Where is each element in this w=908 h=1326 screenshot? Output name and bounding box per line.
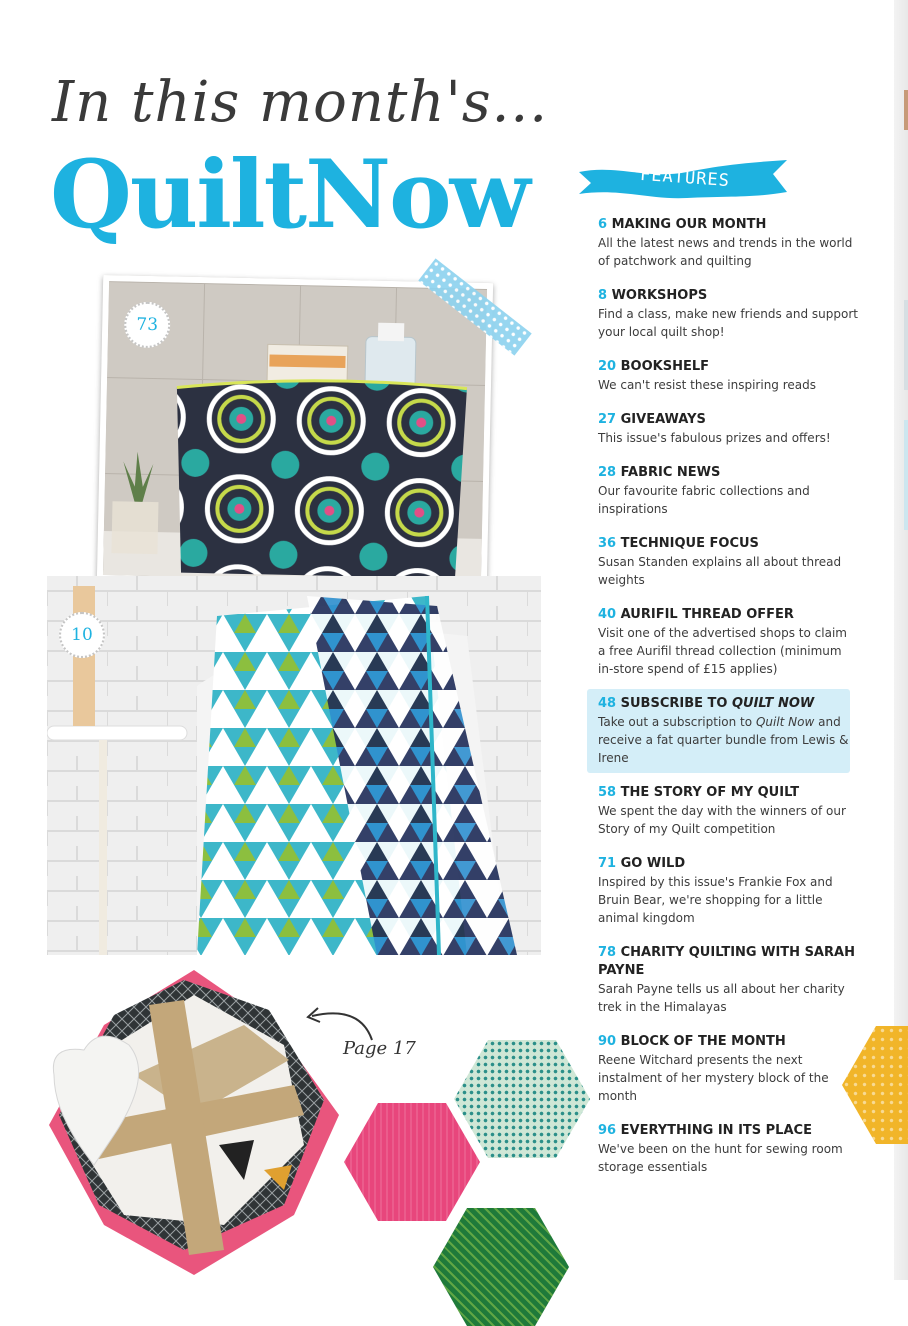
feature-description: Reene Witchard presents the next instalment of her mystery block of the month (598, 1053, 829, 1103)
feature-page-number: 20 (598, 359, 617, 374)
hexagon-swatch-green (433, 1208, 569, 1326)
feature-title: MAKING OUR MONTH (611, 217, 767, 232)
feature-description-emphasis: Quilt Now (755, 715, 815, 729)
feature-description: This issue's fabulous prizes and offers! (598, 431, 831, 445)
page-17-reference: Page 17 (343, 1038, 416, 1059)
feature-title: BLOCK OF THE MONTH (620, 1034, 786, 1049)
feature-title: FABRIC NEWS (620, 465, 721, 480)
feature-page-number: 36 (598, 536, 617, 551)
brand-logo: QuiltNow (50, 140, 529, 250)
features-list (598, 216, 858, 1193)
feature-heading (598, 1122, 858, 1140)
feature-page-number: 90 (598, 1034, 617, 1049)
feature-page-number: 78 (598, 945, 617, 960)
feature-description: All the latest news and trends in the world of patchwork and quilting (598, 236, 853, 268)
page-badge-10: 10 (59, 612, 105, 658)
features-ribbon-label: FEATURES (639, 164, 731, 192)
feature-title: WORKSHOPS (611, 288, 708, 303)
feature-page-number: 8 (598, 288, 608, 303)
feature-title: AURIFIL THREAD OFFER (620, 607, 794, 622)
script-title: In this month's... (52, 70, 548, 135)
hexagon-swatch-pink (344, 1103, 480, 1221)
feature-title: EVERYTHING IN ITS PLACE (620, 1123, 812, 1138)
feature-title: SUBSCRIBE TO (620, 696, 728, 711)
feature-page-number: 48 (598, 696, 617, 711)
feature-title: GIVEAWAYS (620, 412, 706, 427)
feature-page-number: 71 (598, 856, 617, 871)
fat-quarter-bundle-illustration (44, 965, 344, 1280)
feature-description: Find a class, make new friends and support your local quilt shop! (598, 307, 858, 339)
feature-title: THE STORY OF MY QUILT (620, 785, 800, 800)
hexagon-swatch-mint (454, 1040, 590, 1158)
feature-page-number: 58 (598, 785, 617, 800)
feature-title: BOOKSHELF (620, 359, 709, 374)
feature-item-fabric-news[interactable] (598, 464, 858, 518)
photo-toiletry-bag (97, 275, 493, 589)
feature-description: We can't resist these inspiring reads (598, 378, 817, 392)
feature-description: Sarah Payne tells us all about her charity trek in the Himalayas (598, 982, 845, 1014)
feature-heading (598, 606, 858, 624)
feature-description: We've been on the hunt for sewing room storage essentials (598, 1142, 843, 1174)
feature-description-part: Take out a subscription to (598, 715, 753, 729)
feature-page-number: 28 (598, 465, 617, 480)
feature-item-making-our-month[interactable] (598, 216, 858, 270)
photo-quilt-chair (47, 576, 541, 955)
feature-item-everything-in-its-place[interactable] (598, 1122, 858, 1176)
feature-heading (598, 944, 858, 980)
feature-heading (598, 695, 858, 713)
feature-item-technique-focus[interactable] (598, 535, 858, 589)
feature-heading (598, 358, 858, 376)
feature-heading (598, 784, 858, 802)
feature-title: CHARITY QUILTING WITH SARAH PAYNE (598, 945, 855, 978)
quilt-illustration (47, 576, 541, 955)
feature-description: Our favourite fabric collections and inspirations (598, 484, 810, 516)
feature-item-bookshelf[interactable] (598, 358, 858, 394)
feature-description (598, 713, 858, 767)
feature-description: Inspired by this issue's Frankie Fox and Bruin Bear, we're shopping for a little animal kingdom (598, 875, 833, 925)
feature-description: We spent the day with the winners of our Story of my Quilt competition (598, 804, 846, 836)
feature-item-aurifil-thread-offer[interactable] (598, 606, 858, 678)
feature-heading (598, 287, 858, 305)
feature-item-block-of-the-month[interactable] (598, 1033, 858, 1105)
feature-page-number: 27 (598, 412, 617, 427)
feature-item-giveaways[interactable] (598, 411, 858, 447)
feature-item-story-of-my-quilt[interactable] (598, 784, 858, 838)
page-badge-73: 73 (124, 301, 171, 348)
feature-page-number: 6 (598, 217, 608, 232)
feature-item-subscribe[interactable] (598, 695, 858, 767)
feature-item-go-wild[interactable] (598, 855, 858, 927)
feature-heading (598, 464, 858, 482)
feature-description-part: and receive a fat quarter bundle from Lewis & Irene (598, 715, 849, 765)
feature-title-emphasis: QUILT NOW (731, 696, 815, 711)
feature-description: Visit one of the advertised shops to claim a free Aurifil thread collection (minimum in-store spend of £15 applies) (598, 626, 847, 676)
feature-item-workshops[interactable] (598, 287, 858, 341)
feature-item-charity-quilting[interactable] (598, 944, 858, 1016)
feature-title: TECHNIQUE FOCUS (620, 536, 759, 551)
feature-page-number: 40 (598, 607, 617, 622)
feature-heading (598, 1033, 858, 1051)
feature-heading (598, 411, 858, 429)
feature-heading (598, 535, 858, 553)
feature-description: Susan Standen explains all about thread weights (598, 555, 842, 587)
feature-heading (598, 216, 858, 234)
feature-page-number: 96 (598, 1123, 617, 1138)
feature-title: GO WILD (620, 856, 686, 871)
feature-heading (598, 855, 858, 873)
